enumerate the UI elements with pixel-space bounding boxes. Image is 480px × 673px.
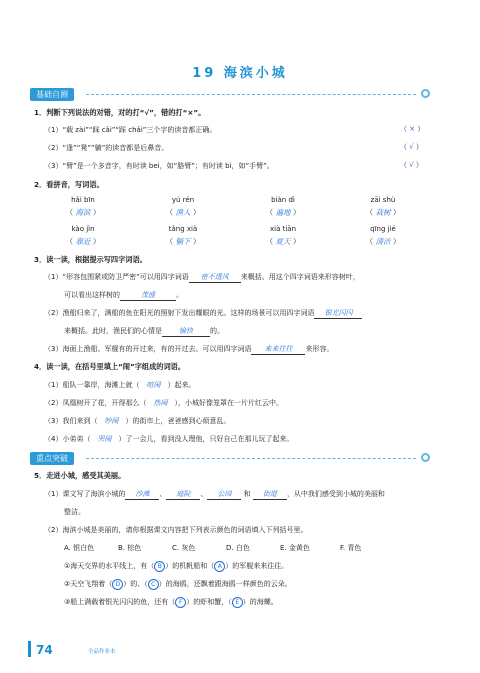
q1-answer-3: （ √ ） [400,161,423,169]
color-option: F. 青色 [340,544,362,552]
q2-heading: 2．看拼音，写词语。 [34,180,104,189]
word-answer: （ 遍地 ） [265,208,301,217]
color-option: E. 金黄色 [280,544,310,552]
page-title: 19 海滨小城 [192,66,288,81]
section-basic-label: 基础自测 [30,88,74,101]
section-basic [30,88,430,101]
page-number: 74 [36,643,53,657]
section-end-icon [421,453,430,462]
q3-line-1b: 可以看出这样树的 茂盛 。 [64,291,183,299]
q5-line-1: （1）课文写了海滨小城的 沙滩 、 庭院 、 公园 和 街道 ，从中我们感受到小城的美丽和 [44,490,385,498]
q4-line-1: （1）船队一靠岸，海滩上就（ 喧闹 ）起来。 [44,381,196,389]
section-end-icon [421,89,430,98]
q1-item-1: （1）“载 zài”“踩 cǎi”“踩 chǎi”三个字的读音都正确。 [44,126,217,134]
color-option: D. 白色 [226,544,250,552]
color-option: B. 棕色 [118,544,142,552]
pinyin: yú rén [171,196,195,204]
q4-line-2: （2）凤凰树开了花，开得那么（ 热闹 ），小城好像笼罩在一片片红云中。 [44,399,283,407]
q1-heading: 1．判断下列说法的对错，对的打“√”，错的打“×”。 [34,108,206,117]
pinyin: biàn dì [271,196,295,204]
q1-item-3: （3）“臂”是一个多音字，有时读 bei，如“胳臂”；有时读 bì，如“手臂”。 [44,162,274,170]
q1-answer-2: （ √ ） [400,143,423,151]
footer-bar [28,641,31,657]
word-answer: （ 夏天 ） [265,237,301,246]
pinyin: xià tiān [269,225,297,233]
footer-brand: 全品作业本 [88,649,116,655]
q3-line-3: （3）海面上渔船、军舰有的开过来，有的开过去。可以用四字词语 来来往往 来形容。 [44,345,334,353]
q4-line-4: （4）小弟弟（ 哭闹 ）了一会儿，看到没人理他，只好自己在那儿玩了起来。 [44,435,294,443]
pinyin: kào jìn [71,225,95,233]
q5-sentence-3: ③船上满载着银光闪闪的鱼，还有（ F ）的虾和蟹，（ E ）的海螺。 [64,598,278,606]
section-key-label: 重点突破 [30,452,74,465]
color-option: A. 银白色 [64,544,95,552]
q1-answer-1: （ × ） [400,125,425,133]
color-option: C. 灰色 [172,544,196,552]
word-answer: （ 渔人 ） [165,208,201,217]
word-answer: （ 清洁 ） [365,237,401,246]
q3-line-2b: 来概括。此时，渔民们的心情是 愉快 的。 [64,327,224,335]
word-answer: （ 栽树 ） [365,208,401,217]
q3-line-2: （2）渔船归来了，满船的鱼在阳光的照射下发出耀眼的光。这样的场景可以用四字词语 银光闪闪 [44,308,362,319]
section-key [30,452,430,465]
q5-sentence-1: ①海天交界的水平线上，有（ B ）的机帆船和（ A ）的军舰来来往往。 [64,562,289,570]
word-answer: （ 靠近 ） [65,237,101,246]
q1-item-2: （2）“逢”“凳”“躺”的读音都是后鼻音。 [44,144,169,152]
q5-line-1c: 整洁。 [64,508,85,516]
q5-heading: 5．走进小城，感受其美丽。 [34,471,126,480]
q3-line-1: （1）“形容包围紧或防卫严密”可以用四字词语 密不透风 来概括。用这个四字词语来形容树叶， [44,273,360,281]
word-answer: （ 海滨 ） [65,208,101,217]
pinyin: zāi shù [370,196,396,204]
pinyin: hǎi bīn [71,196,95,204]
pinyin: tǎng xià [168,225,198,233]
q5-line-2: （2）海滨小城是美丽的，请你根据课文内容把下列表示颜色的词语填入下列括号里。 [44,526,308,534]
word-answer: （ 躺下 ） [165,237,201,246]
q4-heading: 4．读一读，在括号里填上“闹”字组成的词语。 [34,362,186,371]
q5-sentence-2: ②天空飞翔着（ D ）的、（ C ）的海鸥，还飘着跟海鸥一样颜色的云朵。 [64,580,292,588]
q4-line-3: （3）我们来到（ 吵闹 ）的街市上，爸爸感到心烦意乱。 [44,417,231,425]
pinyin: qīng jié [370,225,396,233]
q3-heading: 3．读一读，根据提示写四字词语。 [34,255,147,264]
